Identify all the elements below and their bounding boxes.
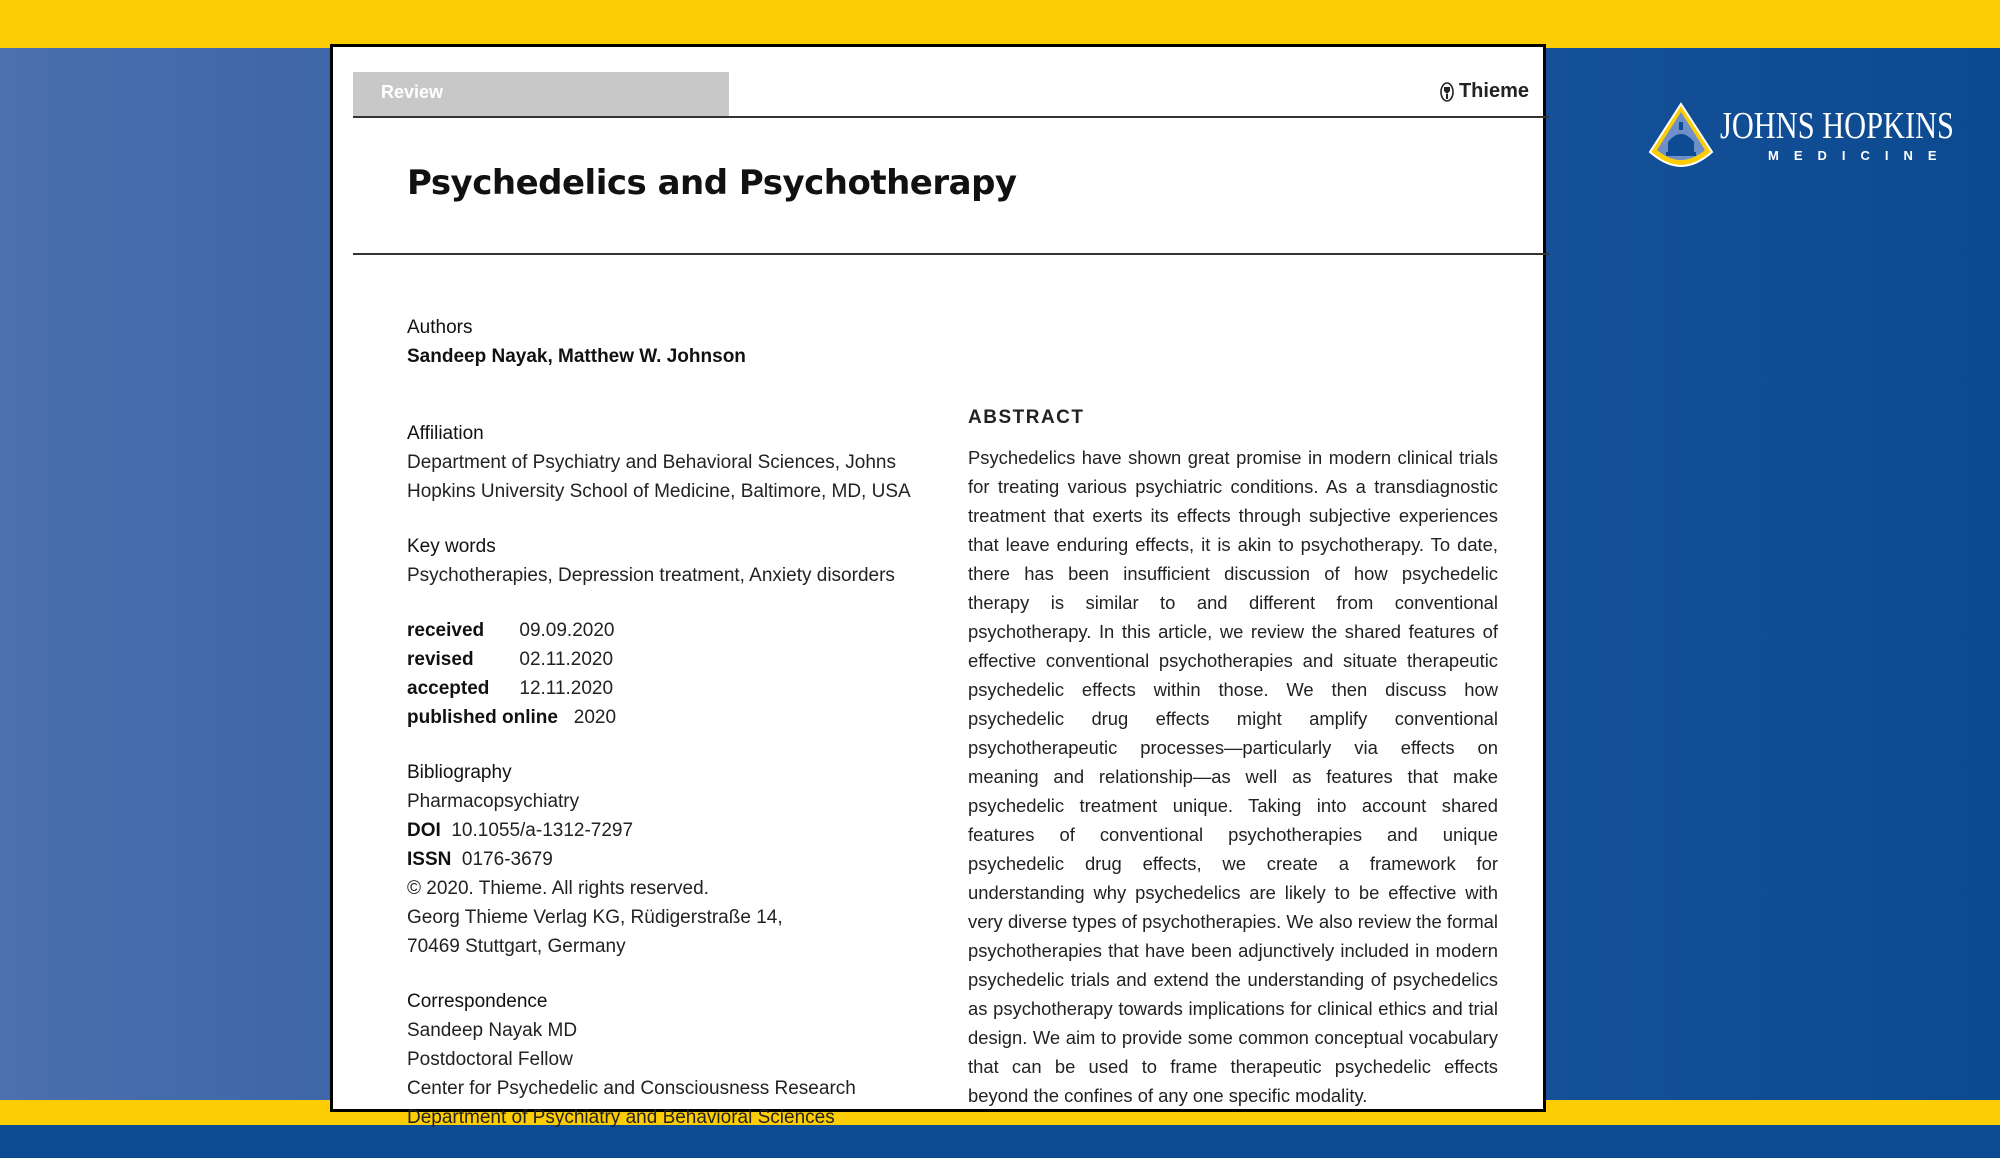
header-rule [353, 116, 1549, 118]
correspondence-name: Sandeep Nayak MD [407, 1020, 578, 1041]
received-date: 09.09.2020 [519, 620, 615, 641]
logo-subtitle: MEDICINE [1768, 148, 1952, 163]
affiliation-section [407, 419, 947, 506]
keywords-heading: Key words [407, 536, 496, 557]
affiliation-heading: Affiliation [407, 423, 484, 444]
authors-section [407, 313, 947, 371]
logo-name: JOHNS HOPKINS [1720, 105, 1954, 147]
affiliation-line: Hopkins University School of Medicine, Baltimore, MD, USA [407, 481, 911, 502]
bibliography-heading: Bibliography [407, 762, 512, 783]
section-label: Review [381, 82, 444, 102]
doi-row [407, 816, 947, 845]
keywords-section [407, 532, 947, 590]
correspondence-section [407, 987, 947, 1132]
paper-page [330, 44, 1546, 1128]
abstract-heading: ABSTRACT [968, 407, 1085, 428]
abstract-column [968, 407, 1498, 1110]
doi-value[interactable]: 10.1055/a-1312-7297 [451, 820, 634, 841]
publisher-address: 70469 Stuttgart, Germany [407, 936, 626, 957]
issn-row [407, 845, 947, 874]
authors-heading: Authors [407, 317, 473, 338]
publisher-brand [1440, 80, 1529, 103]
bibliography-section [407, 758, 947, 961]
published-label: published online [407, 707, 558, 728]
title-rule [353, 253, 1549, 255]
dome-shield-icon [1648, 102, 1714, 168]
doi-label: DOI [407, 820, 441, 841]
thieme-logo-icon [1440, 82, 1454, 102]
top-yellow-stripe [0, 0, 2000, 48]
correspondence-dept: Department of Psychiatry and Behavioral Sciences [407, 1107, 835, 1128]
authors-names: Sandeep Nayak, Matthew W. Johnson [407, 346, 746, 367]
affiliation-line: Department of Psychiatry and Behavioral Sciences, Johns [407, 452, 896, 473]
journal-name: Pharmacopsychiatry [407, 791, 580, 812]
received-label: received [407, 620, 485, 641]
correspondence-center: Center for Psychedelic and Consciousness Research [407, 1078, 856, 1099]
issn-label: ISSN [407, 849, 452, 870]
dates-section [407, 616, 947, 732]
paper-title: Psychedelics and Psychotherapy [407, 163, 1017, 203]
accepted-date: 12.11.2020 [519, 678, 614, 699]
published-date: 2020 [573, 707, 617, 728]
issn-value: 0176-3679 [461, 849, 553, 870]
publisher-address: Georg Thieme Verlag KG, Rüdigerstraße 14, [407, 907, 783, 928]
publisher-name: Thieme [1458, 80, 1529, 102]
johns-hopkins-logo [1648, 102, 1958, 168]
correspondence-title: Postdoctoral Fellow [407, 1049, 573, 1070]
revised-date: 02.11.2020 [519, 649, 614, 670]
accepted-label: accepted [407, 678, 490, 699]
keywords-list: Psychotherapies, Depression treatment, Anxiety disorders [407, 565, 895, 586]
section-label-bar [353, 72, 729, 116]
correspondence-heading: Correspondence [407, 991, 548, 1012]
copyright-line: © 2020. Thieme. All rights reserved. [407, 878, 709, 899]
revised-label: revised [407, 649, 474, 670]
published-row [407, 703, 947, 732]
abstract-text: Psychedelics have shown great promise in modern clinical trials for treating various psychiatric conditions. As a transdiagnostic treatment that exerts its effects through subjective experiences that leave enduring effects, it is akin to psychotherapy. To date, there has been insufficient discussion of how psychedelic therapy is similar to and different from conventional psychotherapy. In this article, we review the shared features of effective conventional psychotherapies and situate therapeutic psychedelic effects within those. We then discuss how psychedelic drug effects might amplify conventional psychotherapeutic processes—particularly via effects on meaning and relationship—as well as features that make psychedelic treatment unique. Taking into account shared features of conventional psychotherapies and unique psychedelic drug effects, we create a framework for understanding why psychedelics are likely to be effective with very diverse types of psychotherapies. We also review the formal psychotherapies that have been adjunctively included in modern psychedelic trials and extend the understanding of psychedelics as psychotherapy towards implications for clinical ethics and trial design. We aim to provide some common conceptual vocabulary that can be used to frame therapeutic psychedelic effects beyond the confines of any one specific modality. [968, 447, 1498, 1106]
metadata-column [407, 313, 947, 1158]
